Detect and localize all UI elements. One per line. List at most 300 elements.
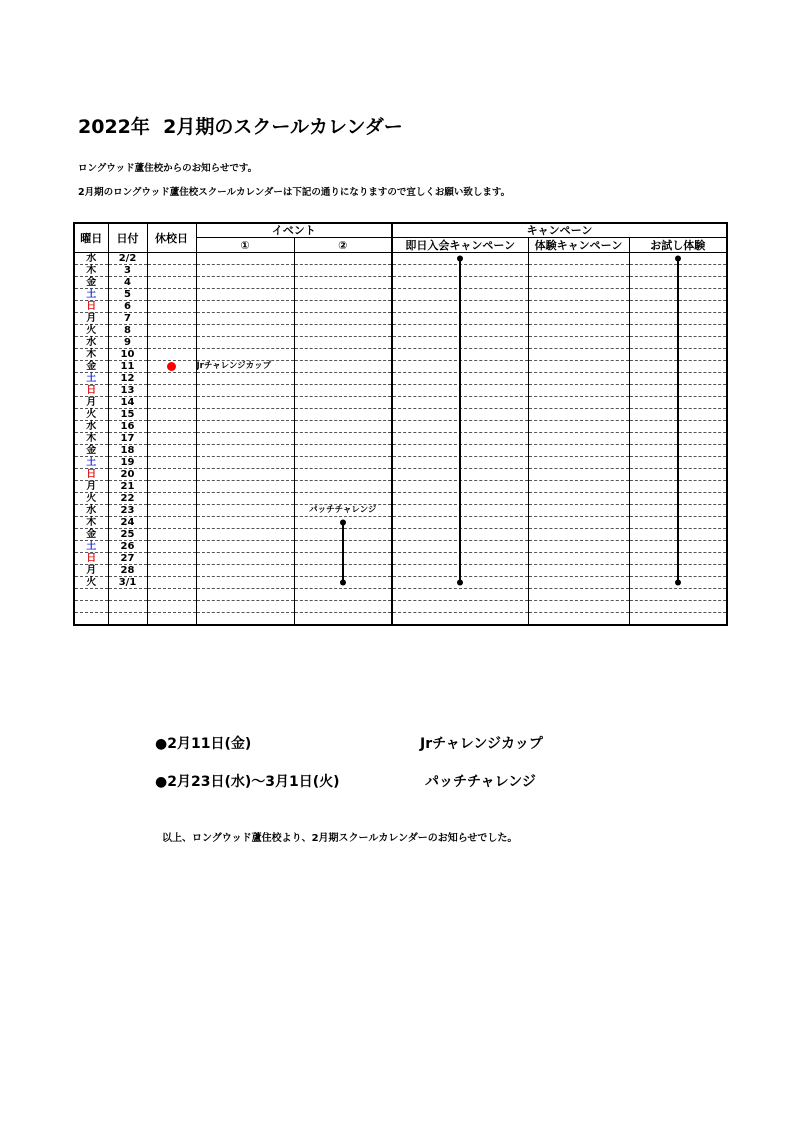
campaign-cell: [392, 277, 528, 289]
header-event-2: ②: [294, 238, 392, 253]
date-cell: [108, 613, 147, 626]
closed-cell: [147, 313, 196, 325]
event2-cell: [294, 349, 392, 361]
closed-cell: [147, 469, 196, 481]
campaign-cell: [528, 601, 629, 613]
campaign-cell: [629, 577, 727, 589]
date-cell: 4: [108, 277, 147, 289]
header-date: 日付: [108, 223, 147, 253]
calendar-row: [74, 433, 727, 445]
event1-cell: [196, 469, 294, 481]
event1-cell: [196, 529, 294, 541]
weekday-cell: 木: [74, 265, 108, 277]
closed-cell: [147, 505, 196, 517]
campaign-cell: [392, 457, 528, 469]
calendar-row: [74, 565, 727, 577]
campaign-cell: [629, 481, 727, 493]
campaign-cell: [629, 277, 727, 289]
event2-cell: [294, 541, 392, 553]
campaign-cell: [528, 469, 629, 481]
date-cell: 28: [108, 565, 147, 577]
campaign-cell: [629, 517, 727, 529]
campaign-cell: [629, 289, 727, 301]
closed-cell: [147, 577, 196, 589]
date-cell: 16: [108, 421, 147, 433]
campaign-cell: [528, 565, 629, 577]
event2-cell: [294, 493, 392, 505]
date-cell: 5: [108, 289, 147, 301]
date-cell: 24: [108, 517, 147, 529]
calendar-row: [74, 517, 727, 529]
event1-cell: [196, 565, 294, 577]
weekday-cell: 月: [74, 313, 108, 325]
campaign-cell: [528, 253, 629, 265]
closed-cell: [147, 493, 196, 505]
calendar-row: [74, 361, 727, 373]
closed-cell: [147, 613, 196, 626]
date-cell: 7: [108, 313, 147, 325]
event1-cell: [196, 517, 294, 529]
closed-cell: [147, 385, 196, 397]
event1-cell: [196, 541, 294, 553]
calendar-body: [74, 253, 727, 626]
weekday-cell: 火: [74, 325, 108, 337]
date-cell: 15: [108, 409, 147, 421]
event2-cell: [294, 337, 392, 349]
calendar-row: [74, 421, 727, 433]
event1-cell: [196, 589, 294, 601]
date-cell: 17: [108, 433, 147, 445]
event2-cell: [294, 373, 392, 385]
event1-cell: [196, 613, 294, 626]
event2-cell: [294, 313, 392, 325]
event1-cell: [196, 337, 294, 349]
weekday-cell: 水: [74, 337, 108, 349]
closed-cell: [147, 409, 196, 421]
date-cell: [108, 589, 147, 601]
event2-cell: [294, 433, 392, 445]
closed-cell: [147, 325, 196, 337]
date-cell: 18: [108, 445, 147, 457]
date-cell: 23: [108, 505, 147, 517]
date-cell: 22: [108, 493, 147, 505]
campaign-cell: [392, 421, 528, 433]
campaign-cell: [392, 361, 528, 373]
campaign-cell: [528, 553, 629, 565]
event1-cell: [196, 553, 294, 565]
campaign-cell: [392, 301, 528, 313]
event2-cell: [294, 517, 392, 529]
campaign-cell: [392, 589, 528, 601]
campaign-cell: [629, 337, 727, 349]
intro-line-2: 2月期のロングウッド蘆住校スクールカレンダーは下記の通りになりますので宜しくお願い致します。: [78, 187, 511, 198]
date-cell: 20: [108, 469, 147, 481]
event2-cell: [294, 301, 392, 313]
campaign-cell: [528, 541, 629, 553]
event1-cell: [196, 253, 294, 265]
campaign-cell: [528, 457, 629, 469]
campaign-cell: [528, 493, 629, 505]
closed-cell: [147, 529, 196, 541]
calendar-row: [74, 313, 727, 325]
event2-cell: [294, 421, 392, 433]
date-cell: 19: [108, 457, 147, 469]
event2-cell: [294, 553, 392, 565]
closed-cell: [147, 433, 196, 445]
closed-day-dot-icon: [167, 362, 176, 371]
event1-cell: [196, 277, 294, 289]
campaign-cell: [392, 433, 528, 445]
event2-cell: [294, 469, 392, 481]
calendar-row: [74, 265, 727, 277]
campaign-cell: [528, 481, 629, 493]
campaign-cell: [392, 373, 528, 385]
calendar-row: [74, 289, 727, 301]
campaign-cell: [528, 313, 629, 325]
event2-cell: [294, 409, 392, 421]
weekday-cell: 日: [74, 301, 108, 313]
campaign-cell: [392, 601, 528, 613]
campaign-cell: [629, 589, 727, 601]
campaign-cell: [528, 325, 629, 337]
date-cell: 14: [108, 397, 147, 409]
calendar-row: [74, 457, 727, 469]
campaign-cell: [392, 325, 528, 337]
campaign-cell: [392, 409, 528, 421]
campaign-cell: [392, 445, 528, 457]
campaign-cell: [629, 493, 727, 505]
calendar-row: [74, 349, 727, 361]
calendar-row: [74, 601, 727, 613]
campaign-cell: [629, 541, 727, 553]
event1-cell: [196, 445, 294, 457]
campaign-cell: [629, 565, 727, 577]
date-cell: 3: [108, 265, 147, 277]
campaign-cell: [629, 409, 727, 421]
campaign-cell: [392, 313, 528, 325]
closed-cell: [147, 253, 196, 265]
campaign-cell: [528, 373, 629, 385]
event2-cell: [294, 457, 392, 469]
campaign-cell: [392, 481, 528, 493]
campaign-cell: [392, 553, 528, 565]
campaign-cell: [629, 397, 727, 409]
event1-cell: Jrチャレンジカップ: [196, 361, 294, 373]
header-campaign: キャンペーン: [392, 223, 727, 238]
campaign-cell: [528, 277, 629, 289]
campaign-cell: [629, 433, 727, 445]
note-date-1: ●2月11日(金): [155, 736, 252, 752]
campaign-cell: [392, 397, 528, 409]
campaign-cell: [629, 361, 727, 373]
event1-cell: [196, 313, 294, 325]
date-cell: 12: [108, 373, 147, 385]
closed-cell: [147, 265, 196, 277]
date-cell: 25: [108, 529, 147, 541]
event2-cell: [294, 385, 392, 397]
closed-cell: [147, 289, 196, 301]
campaign-cell: [392, 577, 528, 589]
weekday-cell: 月: [74, 397, 108, 409]
event2-cell: [294, 481, 392, 493]
campaign-cell: [528, 301, 629, 313]
campaign-cell: [629, 613, 727, 626]
campaign-cell: [629, 265, 727, 277]
campaign-cell: [528, 421, 629, 433]
campaign-cell: [528, 505, 629, 517]
date-cell: 2/2: [108, 253, 147, 265]
weekday-cell: 土: [74, 373, 108, 385]
date-cell: 9: [108, 337, 147, 349]
weekday-cell: [74, 601, 108, 613]
weekday-cell: 水: [74, 253, 108, 265]
campaign-cell: [629, 349, 727, 361]
header-campaign-free-trial: お試し体験: [629, 238, 727, 253]
campaign-cell: [392, 265, 528, 277]
closed-cell: [147, 601, 196, 613]
calendar-row: [74, 493, 727, 505]
calendar-row: [74, 385, 727, 397]
note-event-1: Jrチャレンジカップ: [420, 736, 543, 752]
calendar-row: [74, 613, 727, 626]
calendar-row: [74, 541, 727, 553]
campaign-cell: [528, 349, 629, 361]
weekday-cell: 木: [74, 349, 108, 361]
calendar-row: [74, 505, 727, 517]
campaign-cell: [629, 373, 727, 385]
campaign-cell: [392, 337, 528, 349]
calendar-row: [74, 589, 727, 601]
campaign-cell: [629, 469, 727, 481]
weekday-cell: 月: [74, 565, 108, 577]
event1-cell: [196, 505, 294, 517]
event1-cell: [196, 421, 294, 433]
campaign-cell: [392, 469, 528, 481]
event1-cell: [196, 493, 294, 505]
weekday-cell: 日: [74, 553, 108, 565]
campaign-cell: [392, 385, 528, 397]
event2-cell: [294, 277, 392, 289]
closed-cell: [147, 361, 196, 373]
event2-cell: [294, 397, 392, 409]
date-cell: 13: [108, 385, 147, 397]
event2-cell: [294, 613, 392, 626]
campaign-cell: [392, 541, 528, 553]
event2-cell: [294, 361, 392, 373]
calendar-row: [74, 277, 727, 289]
header-campaign-trial: 体験キャンペーン: [528, 238, 629, 253]
weekday-cell: 土: [74, 457, 108, 469]
closed-cell: [147, 277, 196, 289]
event1-cell: [196, 265, 294, 277]
weekday-cell: 月: [74, 481, 108, 493]
date-cell: 21: [108, 481, 147, 493]
campaign-cell: [629, 301, 727, 313]
campaign-cell: [528, 445, 629, 457]
event2-cell: [294, 445, 392, 457]
event1-cell: [196, 601, 294, 613]
event2-cell: [294, 289, 392, 301]
campaign-cell: [392, 493, 528, 505]
campaign-cell: [392, 613, 528, 626]
campaign-cell: [629, 553, 727, 565]
campaign-cell: [528, 397, 629, 409]
weekday-cell: 日: [74, 469, 108, 481]
header-weekday: 曜日: [74, 223, 108, 253]
event1-cell: [196, 481, 294, 493]
header-campaign-same-day: 即日入会キャンペーン: [392, 238, 528, 253]
campaign-cell: [528, 337, 629, 349]
calendar-row: [74, 253, 727, 265]
event1-cell: [196, 577, 294, 589]
calendar-row: [74, 337, 727, 349]
date-cell: 3/1: [108, 577, 147, 589]
date-cell: 11: [108, 361, 147, 373]
calendar-row: [74, 301, 727, 313]
event1-cell: [196, 349, 294, 361]
closed-cell: [147, 445, 196, 457]
calendar-row: [74, 577, 727, 589]
weekday-cell: 土: [74, 289, 108, 301]
header-closed-day: 休校日: [147, 223, 196, 253]
campaign-cell: [629, 529, 727, 541]
weekday-cell: 金: [74, 361, 108, 373]
campaign-cell: [629, 445, 727, 457]
date-cell: 8: [108, 325, 147, 337]
event1-cell: [196, 385, 294, 397]
closed-cell: [147, 553, 196, 565]
campaign-cell: [392, 517, 528, 529]
closed-cell: [147, 301, 196, 313]
event1-cell: [196, 397, 294, 409]
campaign-cell: [528, 433, 629, 445]
calendar-row: [74, 409, 727, 421]
event1-cell: [196, 289, 294, 301]
event2-cell: [294, 265, 392, 277]
closed-cell: [147, 349, 196, 361]
weekday-cell: 土: [74, 541, 108, 553]
campaign-cell: [392, 289, 528, 301]
school-calendar-table: [73, 222, 728, 626]
calendar-row: [74, 325, 727, 337]
note-event-2: パッチチャレンジ: [425, 774, 536, 790]
event2-cell: [294, 325, 392, 337]
intro-line-1: ロングウッド蘆住校からのお知らせです。: [78, 163, 258, 174]
event2-cell: [294, 589, 392, 601]
weekday-cell: 水: [74, 505, 108, 517]
page-title: 2022年 2月期のスクールカレンダー: [78, 116, 403, 138]
calendar-row: [74, 373, 727, 385]
note-date-2: ●2月23日(水)～3月1日(火): [155, 774, 340, 790]
weekday-cell: 金: [74, 529, 108, 541]
weekday-cell: 火: [74, 493, 108, 505]
closed-cell: [147, 421, 196, 433]
header-event: イベント: [196, 223, 392, 238]
calendar-row: [74, 469, 727, 481]
event1-cell: [196, 325, 294, 337]
date-cell: 26: [108, 541, 147, 553]
header-event-1: ①: [196, 238, 294, 253]
campaign-cell: [629, 253, 727, 265]
closing-message: 以上、ロングウッド蘆住校より、2月期スクールカレンダーのお知らせでした。: [162, 833, 518, 844]
date-cell: 6: [108, 301, 147, 313]
event1-cell: [196, 373, 294, 385]
event2-cell: パッチチャレンジ: [294, 505, 392, 517]
closed-cell: [147, 565, 196, 577]
campaign-cell: [629, 505, 727, 517]
campaign-cell: [392, 253, 528, 265]
campaign-cell: [528, 265, 629, 277]
weekday-cell: 金: [74, 445, 108, 457]
weekday-cell: 日: [74, 385, 108, 397]
closed-cell: [147, 373, 196, 385]
event2-cell: [294, 601, 392, 613]
event2-cell: [294, 529, 392, 541]
event1-cell: [196, 409, 294, 421]
weekday-cell: [74, 613, 108, 626]
closed-cell: [147, 517, 196, 529]
campaign-cell: [528, 289, 629, 301]
campaign-cell: [528, 361, 629, 373]
campaign-cell: [528, 577, 629, 589]
event2-cell: [294, 565, 392, 577]
weekday-cell: 火: [74, 409, 108, 421]
date-cell: [108, 601, 147, 613]
calendar-row: [74, 397, 727, 409]
weekday-cell: 木: [74, 517, 108, 529]
calendar-row: [74, 481, 727, 493]
campaign-cell: [528, 517, 629, 529]
weekday-cell: [74, 589, 108, 601]
campaign-cell: [629, 385, 727, 397]
campaign-cell: [629, 313, 727, 325]
closed-cell: [147, 481, 196, 493]
calendar-row: [74, 529, 727, 541]
closed-cell: [147, 541, 196, 553]
weekday-cell: 水: [74, 421, 108, 433]
weekday-cell: 火: [74, 577, 108, 589]
closed-cell: [147, 337, 196, 349]
campaign-cell: [392, 529, 528, 541]
campaign-cell: [528, 385, 629, 397]
date-cell: 27: [108, 553, 147, 565]
campaign-cell: [528, 529, 629, 541]
campaign-cell: [629, 421, 727, 433]
calendar-row: [74, 553, 727, 565]
closed-cell: [147, 589, 196, 601]
closed-cell: [147, 457, 196, 469]
date-cell: 10: [108, 349, 147, 361]
campaign-cell: [629, 457, 727, 469]
event1-cell: [196, 457, 294, 469]
campaign-cell: [528, 613, 629, 626]
campaign-cell: [629, 325, 727, 337]
closed-cell: [147, 397, 196, 409]
campaign-cell: [392, 349, 528, 361]
campaign-cell: [528, 589, 629, 601]
campaign-cell: [629, 601, 727, 613]
event2-cell: [294, 577, 392, 589]
event1-cell: [196, 301, 294, 313]
weekday-cell: 金: [74, 277, 108, 289]
campaign-cell: [392, 505, 528, 517]
event2-cell: [294, 253, 392, 265]
event1-cell: [196, 433, 294, 445]
calendar-row: [74, 445, 727, 457]
campaign-cell: [392, 565, 528, 577]
campaign-cell: [528, 409, 629, 421]
weekday-cell: 木: [74, 433, 108, 445]
